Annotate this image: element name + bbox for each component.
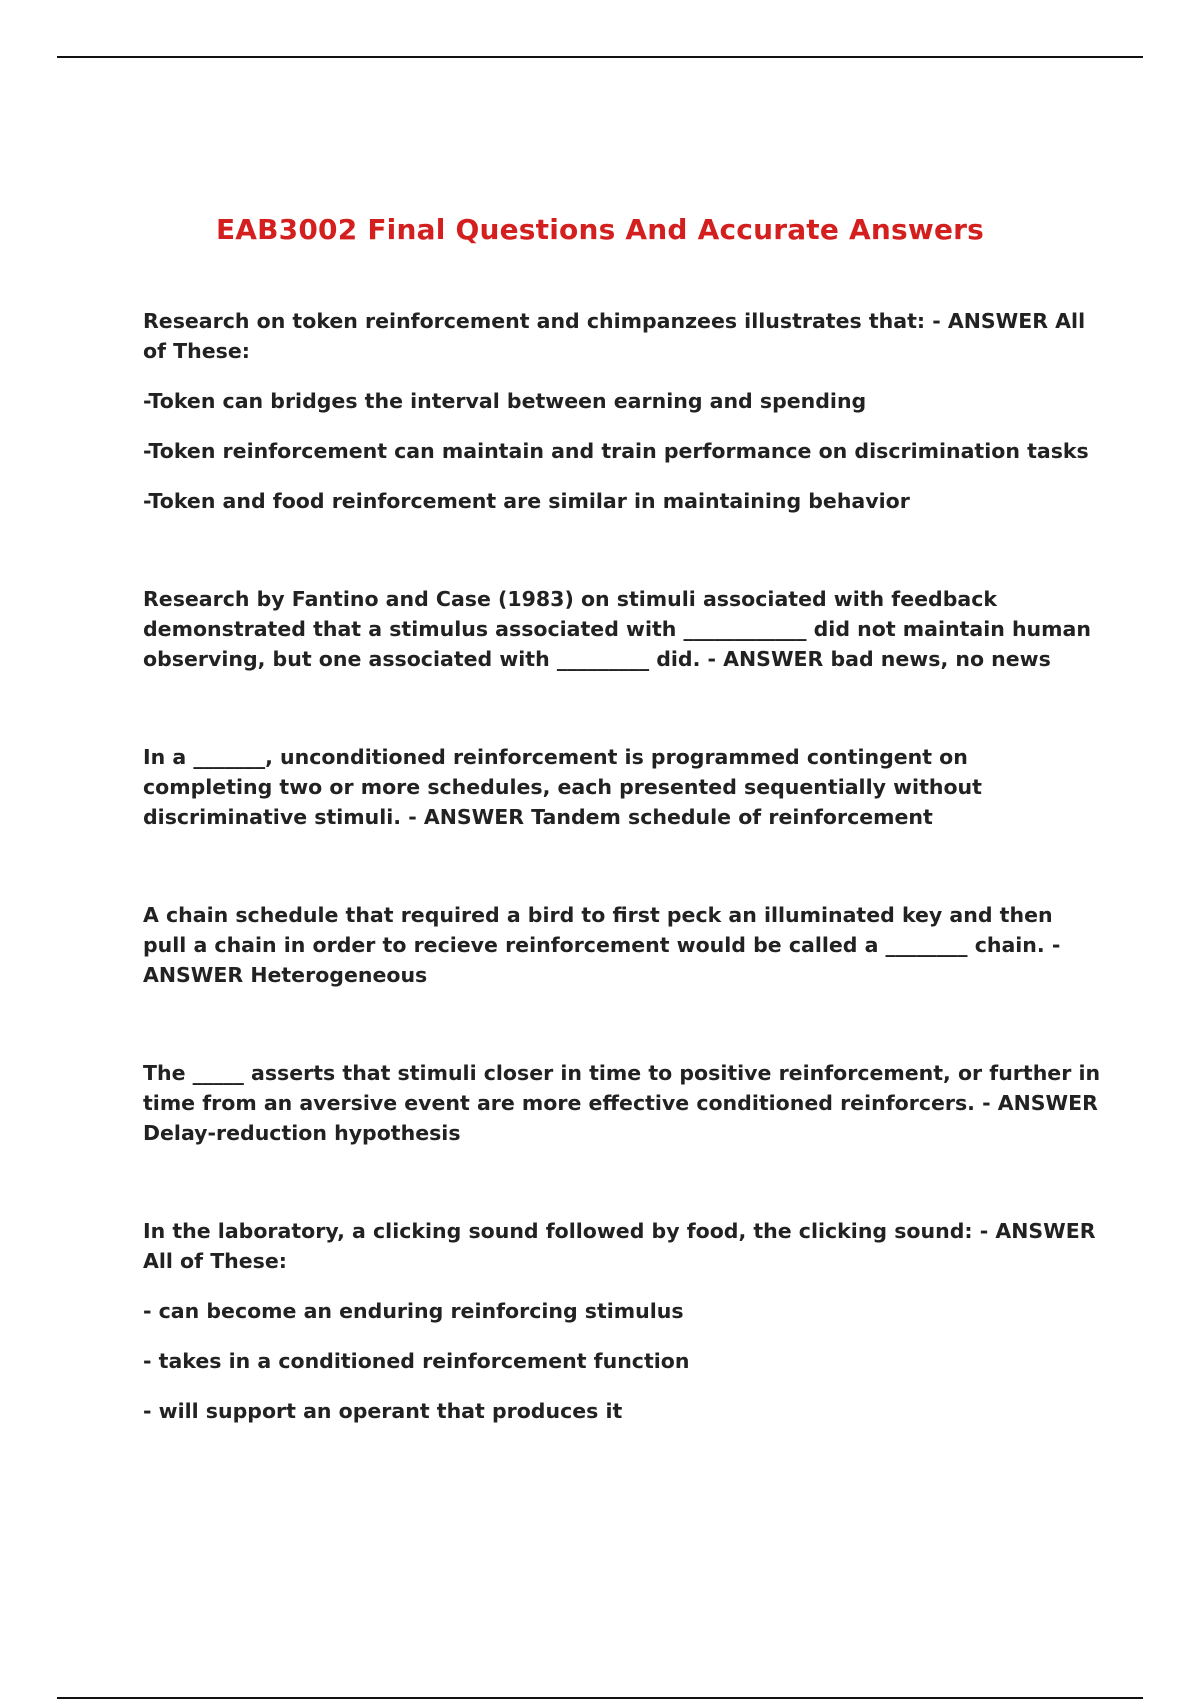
answer-subpoint: - will support an operant that produces it — [143, 1399, 623, 1423]
question-text: In the laboratory, a clicking sound followed by food, the clicking sound: - ANSWER All of These: — [143, 1219, 1096, 1273]
question-text: A chain schedule that required a bird to first peck an illuminated key and then pull a chain in order to recieve reinforcement would be called a ________ chain. - ANSWER Heterogeneous — [143, 903, 1061, 987]
question-text: In a _______, unconditioned reinforcement is programmed contingent on completing two or more schedules, each presented sequentially without discriminative stimuli. - ANSWER Tandem schedule of reinforcement — [143, 745, 982, 829]
document-body — [143, 306, 1103, 1494]
answer-subpoint: -Token and food reinforcement are similar in maintaining behavior — [143, 489, 910, 513]
question-text: Research by Fantino and Case (1983) on stimuli associated with feedback demonstrated that a stimulus associated with ____________ did not maintain human observing, but one associated with _________ did. - ANSWER bad news, no news — [143, 587, 1091, 671]
question-text: The _____ asserts that stimuli closer in time to positive reinforcement, or further in time from an aversive event are more effective conditioned reinforcers. - ANSWER Delay-reduction hypothesis — [143, 1061, 1101, 1145]
answer-subpoint: - takes in a conditioned reinforcement function — [143, 1349, 690, 1373]
qa-item-4 — [143, 900, 1103, 990]
answer-subpoint: - can become an enduring reinforcing stimulus — [143, 1299, 684, 1323]
bottom-rule — [57, 1697, 1143, 1699]
document-title: EAB3002 Final Questions And Accurate Answers — [215, 212, 985, 246]
qa-item-6 — [143, 1216, 1103, 1426]
qa-item-5 — [143, 1058, 1103, 1148]
top-rule — [57, 56, 1143, 58]
question-text: Research on token reinforcement and chimpanzees illustrates that: - ANSWER All of These: — [143, 309, 1086, 363]
qa-item-1 — [143, 306, 1103, 516]
answer-subpoint: -Token can bridges the interval between earning and spending — [143, 389, 867, 413]
answer-subpoint: -Token reinforcement can maintain and train performance on discrimination tasks — [143, 439, 1089, 463]
qa-item-2 — [143, 584, 1103, 674]
qa-item-3 — [143, 742, 1103, 832]
